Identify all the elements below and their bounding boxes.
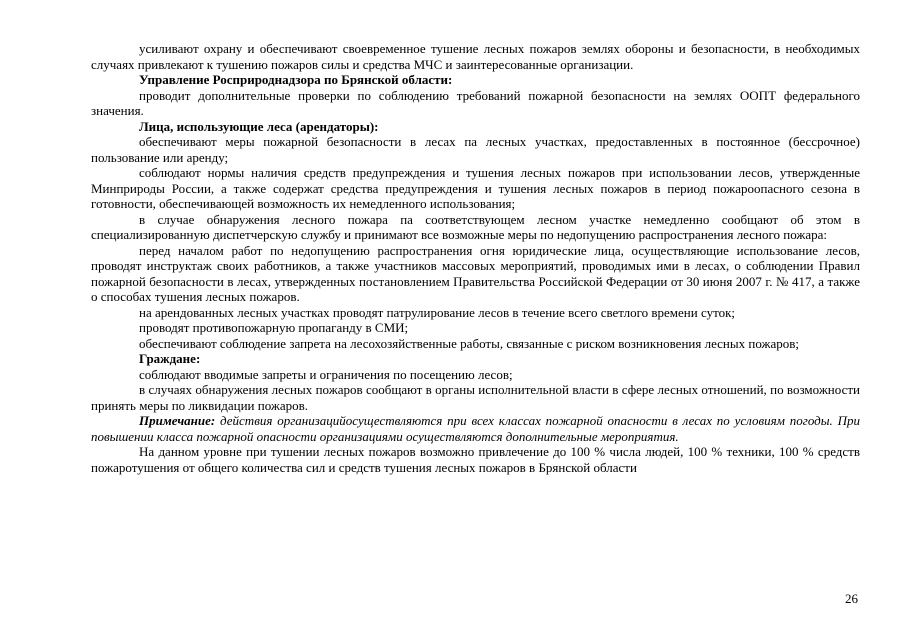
paragraph: обеспечивают соблюдение запрета на лесохозяйственные работы, связанные с риском возникновения лесных пожаров; — [139, 335, 800, 351]
paragraph: проводят противопожарную пропаганду в СМИ; — [139, 320, 409, 335]
section-heading: Граждане: — [139, 351, 201, 366]
paragraph: на арендованных лесных участках проводят патрулирование лесов в течение всего светлого времени суток; — [139, 304, 736, 320]
paragraph: усиливают охрану и обеспечивают своевременное тушение лесных пожаров землях обороны и безопасности, в необходимых случаях привлекают к тушению пожаров силы и средства МЧС и заинтересованные организации. — [91, 41, 860, 72]
section-heading: Лица, использующие леса (арендаторы): — [139, 118, 379, 134]
paragraph: перед началом работ по недопущению распространения огня юридические лица, осуществляющие использование лесов, проводят инструктаж своих работников, а также участников массовых мероприятий, проводимых ими в лесах, о соблюдении Правил пожарной безопасности в лесах, утвержденных постановлением Правительства Российской Федерации от 30 июня 2007 г. № 417, а также о способах тушения лесных пожаров. — [91, 242, 860, 304]
note-paragraph — [91, 413, 860, 444]
paragraph: соблюдают вводимые запреты и ограничения по посещению лесов; — [139, 366, 513, 382]
paragraph: обеспечивают меры пожарной безопасности в лесах па лесных участках, предоставленных в постоянное (бессрочное) пользование или аренду; — [91, 134, 860, 165]
paragraph: проводит дополнительные проверки по соблюдению требований пожарной безопасности на землях ООПТ федерального значения. — [91, 87, 860, 118]
note-label: Примечание: — [139, 413, 216, 428]
paragraph: На данном уровне при тушении лесных пожаров возможно привлечение до 100 % числа людей, 100 % техники, 100 % средств пожаротушения от общего количества сил и средств тушения лесных пожаров в Брянской области — [91, 444, 860, 475]
page-number: 26 — [845, 591, 858, 606]
paragraph: в случае обнаружения лесного пожара па соответствующем лесном участке немедленно сообщают об этом в специализированную диспетчерскую службу и принимают все возможные меры по недопущению распространения лесного пожара: — [91, 211, 860, 242]
section-heading: Управление Росприроднадзора по Брянской области: — [139, 72, 453, 87]
paragraph: соблюдают нормы наличия средств предупреждения и тушения лесных пожаров при использовании лесов, утвержденные Минприроды России, а также содержат средства предупреждения и тушения лесных пожаров в период пожароопасного сезона в готовности, обеспечивающей возможность их немедленного использования; — [91, 165, 860, 211]
paragraph: в случаях обнаружения лесных пожаров сообщают в органы исполнительной власти в сфере лесных отношений, по возможности принять меры по ликвидации пожаров. — [91, 382, 860, 413]
document-body — [91, 41, 860, 475]
note-text: действия организацийосуществляются при всех классах пожарной опасности в лесах по условиям погоды. При повышении класса пожарной опасности организациями осуществляются дополнительные мероприятия. — [91, 413, 860, 444]
